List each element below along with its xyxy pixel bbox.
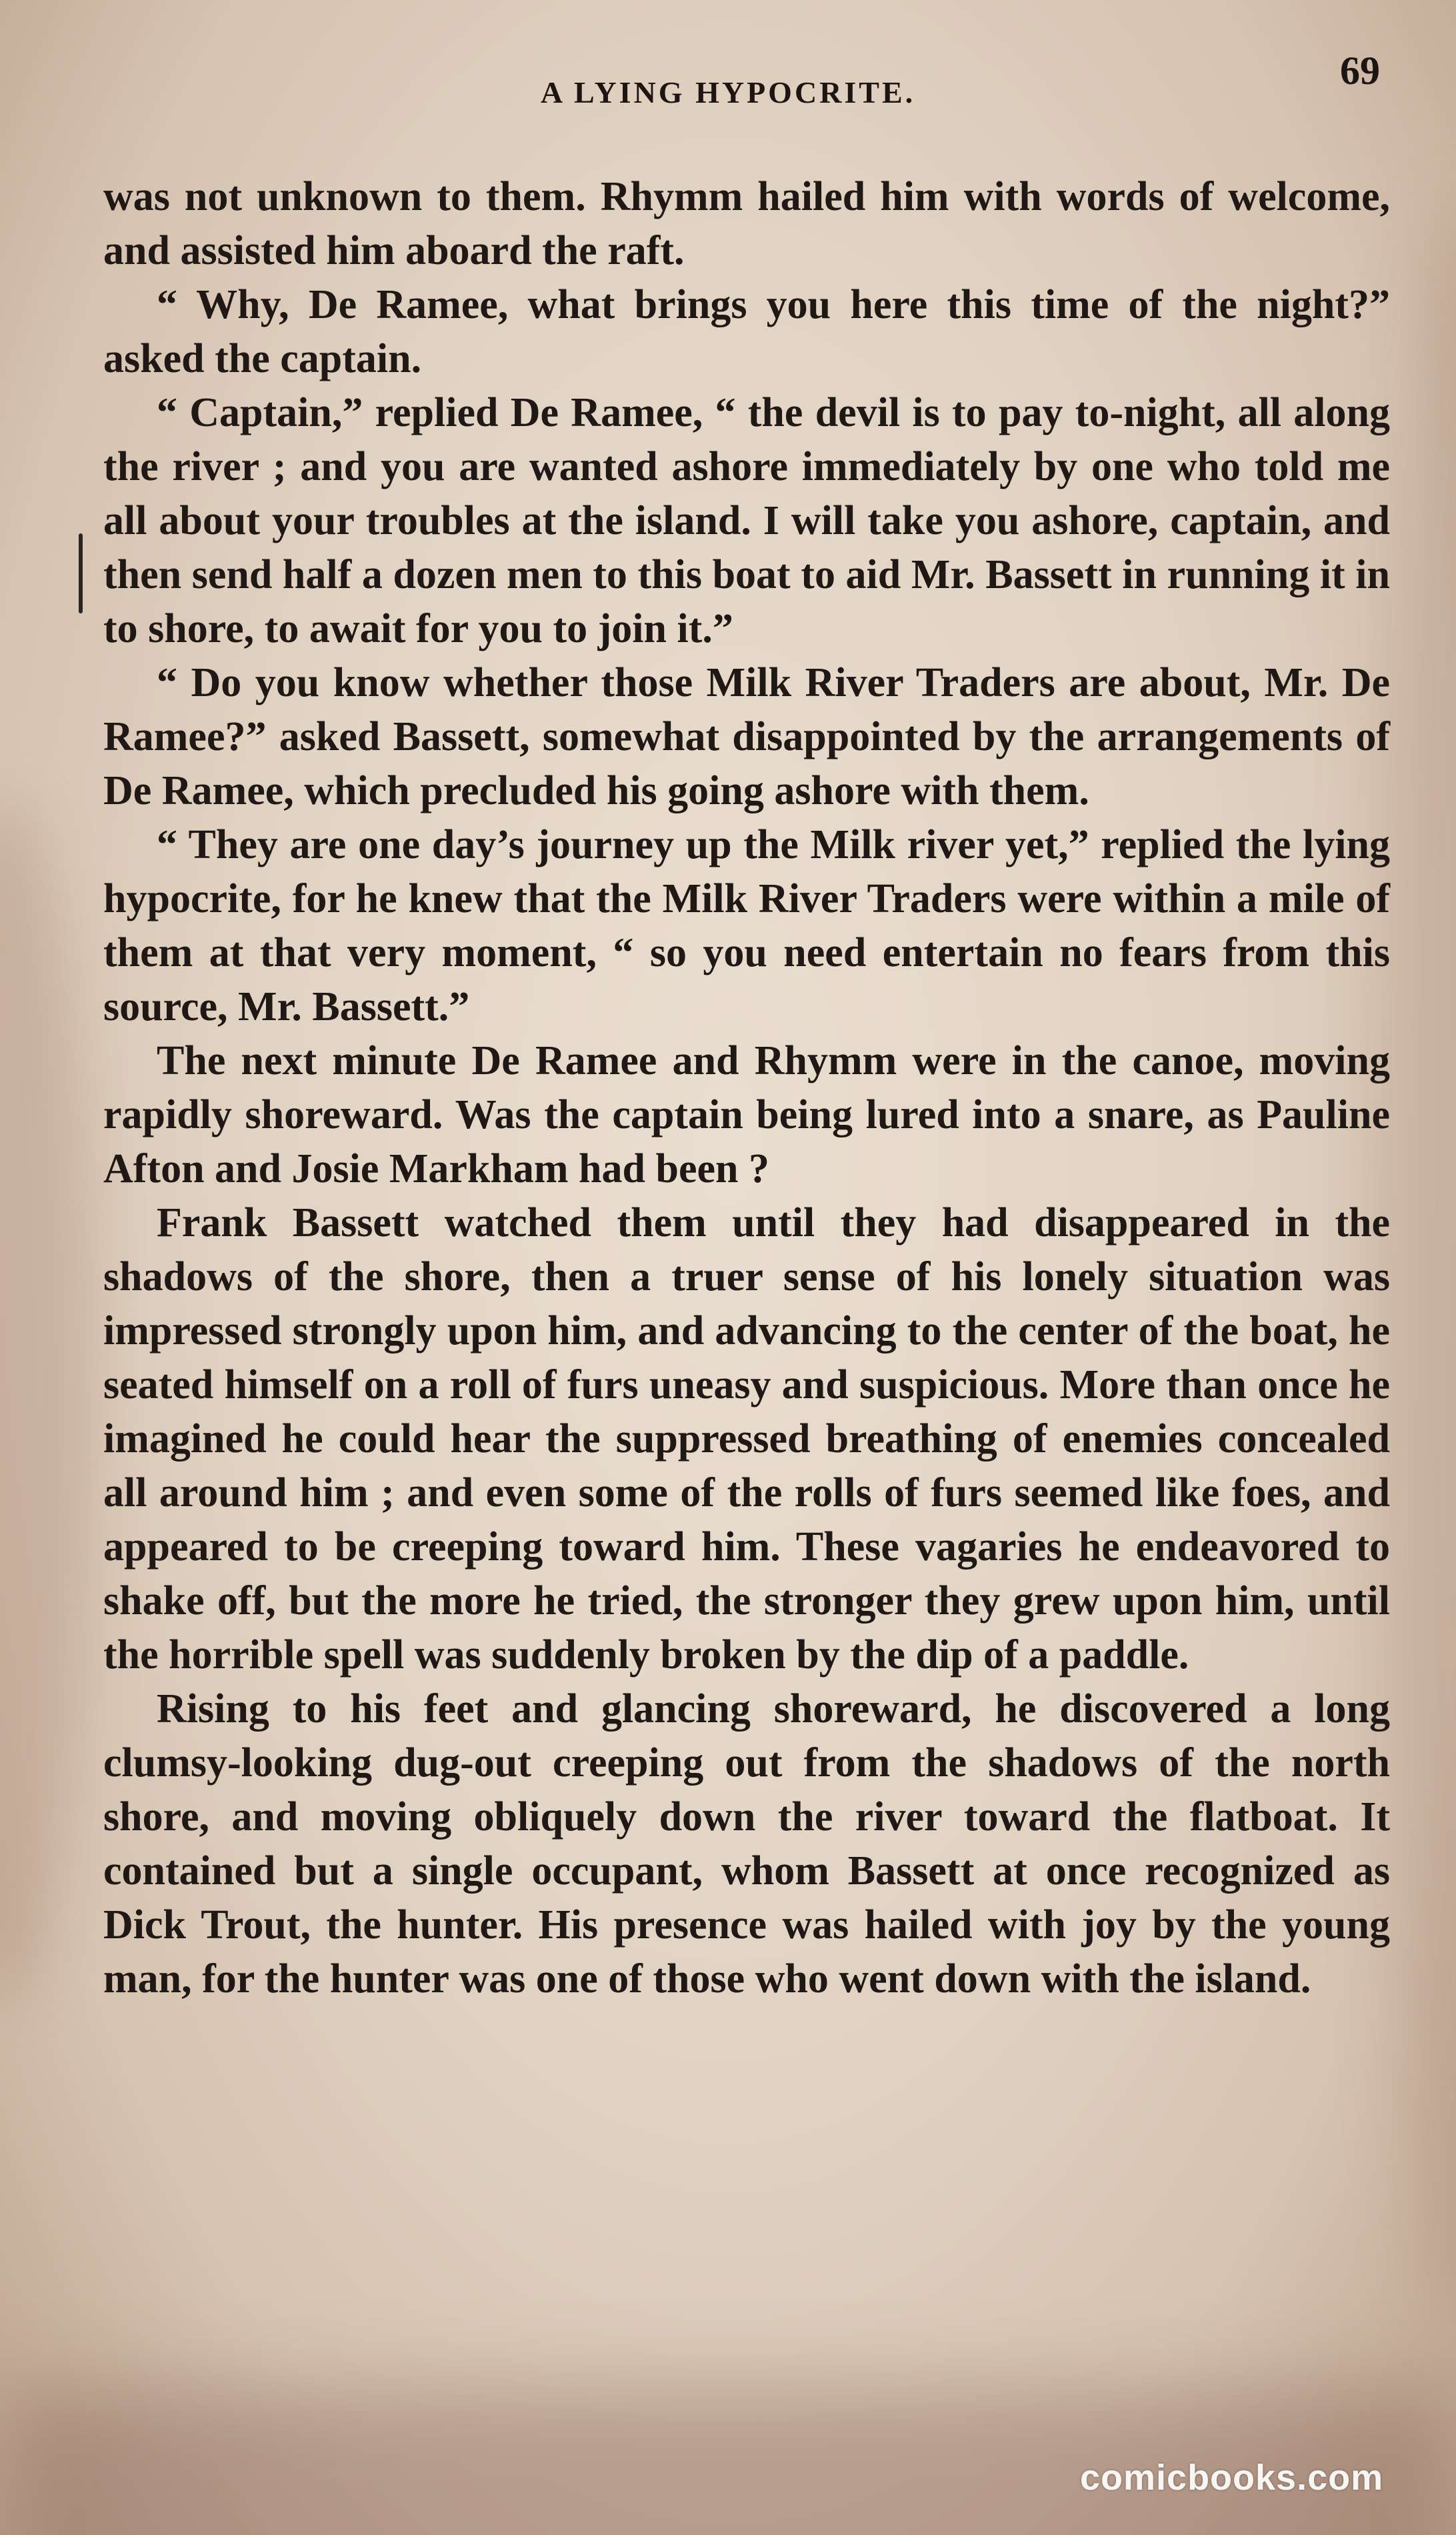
page-number: 69 (1340, 49, 1380, 93)
paragraph: “ They are one day’s journey up the Milk river yet,” replied the lying hypocrite, for he knew that the Milk River Traders were within a mile of them at that very moment, “ so you need entertain no fears from this source, Mr. Bassett.” (103, 822, 1390, 1029)
paragraph: “ Captain,” replied De Ramee, “ the devil is to pay to-night, all along the river ; and you are wanted ashore immediately by one who told me all about your troubles at the island. I will take you ashore, captain, and then send half a dozen men to this boat to aid Mr. Bassett in running it in to shore, to await for you to join it.” (103, 390, 1390, 651)
paragraph: Rising to his feet and glancing shoreward, he discovered a long clumsy-looking dug-out creeping out from the shadows of the north shore, and moving obliquely down the river toward the flatboat. It contained but a single occupant, whom Bassett at once recognized as Dick Trout, the hunter. His presence was hailed with joy by the young man, for the hunter was one of those who went down with the island. (103, 1686, 1390, 2002)
paragraph: The next minute De Ramee and Rhymm were in the canoe, moving rapidly shoreward. Was the captain being lured into a snare, as Pauline Afton and Josie Markham had been ? (103, 1038, 1390, 1191)
site-watermark: comicbooks.com (1080, 2458, 1384, 2498)
paragraph: “ Why, De Ramee, what brings you here this time of the night?” asked the captain. (103, 282, 1390, 381)
paragraph: “ Do you know whether those Milk River Traders are about, Mr. De Ramee?” asked Bassett, somewhat disappointed by the arrangements of De Ramee, which precluded his going ashore with them. (103, 660, 1390, 813)
paper-stain (0, 800, 93, 2000)
body-text (103, 170, 1390, 2006)
paragraph: Frank Bassett watched them until they had disappeared in the shadows of the shore, then a truer sense of his lonely situation was impressed strongly upon him, and advancing to the center of the boat, he seated himself on a roll of furs uneasy and suspicious. More than once he imagined he could hear the suppressed breathing of enemies concealed all around him ; and even some of the rolls of furs seemed like foes, and appeared to be creeping toward him. These vagaries he endeavored to shake off, but the more he tried, the stronger they grew upon him, until the horrible spell was suddenly broken by the dip of a paddle. (103, 1200, 1390, 1678)
running-title: A LYING HYPOCRITE. (540, 75, 916, 109)
paragraph: was not unknown to them. Rhymm hailed him with words of welcome, and assisted him aboard the raft. (103, 174, 1390, 273)
margin-mark (79, 533, 83, 613)
